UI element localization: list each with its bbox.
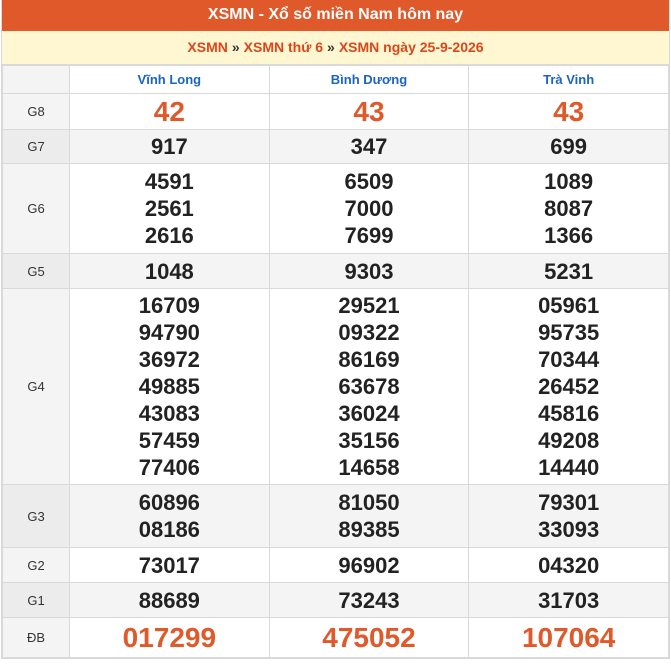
prize-label: ĐB <box>3 618 70 658</box>
result-cell <box>70 583 270 618</box>
prize-row-g6 <box>3 164 669 254</box>
result-number: 04320 <box>538 552 600 578</box>
result-number: 45816 <box>538 401 600 426</box>
result-number: 86169 <box>338 347 400 372</box>
result-number: 49885 <box>138 374 200 399</box>
result-cell <box>469 94 669 130</box>
prize-row-g7 <box>3 130 669 164</box>
result-number: 35156 <box>338 428 400 453</box>
breadcrumb-link-xsmn[interactable]: XSMN <box>187 39 228 55</box>
result-number: 017299 <box>122 622 217 653</box>
result-number: 42 <box>153 96 185 127</box>
result-number: 43083 <box>138 401 200 426</box>
result-cell <box>269 618 469 658</box>
result-number: 88689 <box>138 587 200 613</box>
result-number: 33093 <box>538 517 600 542</box>
prize-label: G5 <box>3 254 70 289</box>
result-cell <box>269 583 469 618</box>
result-cell <box>469 164 669 254</box>
result-number: 36024 <box>338 401 400 426</box>
prize-row-g3 <box>3 485 669 548</box>
result-number: 699 <box>550 134 588 159</box>
result-number: 89385 <box>338 517 400 542</box>
result-number: 77406 <box>138 455 200 480</box>
result-cell <box>70 618 270 658</box>
result-cell <box>469 289 669 485</box>
result-number: 475052 <box>322 622 416 653</box>
result-cell <box>469 130 669 164</box>
province-header-row <box>3 66 669 94</box>
result-number: 9303 <box>344 258 394 284</box>
result-number: 60896 <box>138 490 200 515</box>
result-cell <box>269 485 469 548</box>
result-number: 79301 <box>538 490 600 515</box>
result-number: 26452 <box>538 374 600 399</box>
result-number: 1366 <box>544 223 594 248</box>
breadcrumb <box>2 31 669 65</box>
result-number: 4591 <box>144 169 194 194</box>
result-number: 5231 <box>544 258 594 284</box>
result-cell <box>269 289 469 485</box>
result-number: 08186 <box>138 517 200 542</box>
result-number: 2616 <box>144 223 194 248</box>
result-cell <box>70 485 270 548</box>
result-cell <box>469 548 669 583</box>
prize-row-g5 <box>3 254 669 289</box>
result-number: 917 <box>150 134 188 159</box>
province-tra-vinh[interactable]: Trà Vinh <box>469 66 669 94</box>
corner-cell <box>3 66 70 94</box>
result-cell <box>70 164 270 254</box>
result-number: 09322 <box>338 320 400 345</box>
result-number: 1048 <box>144 258 194 284</box>
result-cell <box>469 618 669 658</box>
result-number: 31703 <box>538 587 600 613</box>
result-cell <box>70 130 270 164</box>
result-number: 70344 <box>538 347 600 372</box>
prize-label: G7 <box>3 130 70 164</box>
result-number: 96902 <box>338 552 400 578</box>
province-vinh-long[interactable]: Vĩnh Long <box>70 66 270 94</box>
breadcrumb-link-xsmn-date[interactable]: XSMN ngày 25-9-2026 <box>338 39 484 55</box>
result-number: 36972 <box>138 347 200 372</box>
result-cell <box>269 548 469 583</box>
result-number: 14440 <box>538 455 600 480</box>
result-number: 107064 <box>521 622 616 653</box>
result-cell <box>269 130 469 164</box>
result-number: 94790 <box>138 320 200 345</box>
prize-label: G8 <box>3 94 70 130</box>
result-cell <box>70 94 270 130</box>
result-cell <box>469 254 669 289</box>
prize-row-g4 <box>3 289 669 485</box>
result-number: 7699 <box>344 223 394 248</box>
breadcrumb-separator: » <box>327 39 335 55</box>
result-number: 347 <box>350 134 388 159</box>
prize-row-g1 <box>3 583 669 618</box>
result-number: 16709 <box>138 293 200 318</box>
result-number: 14658 <box>338 455 400 480</box>
result-cell <box>70 289 270 485</box>
result-number: 8087 <box>544 196 594 221</box>
results-table <box>2 65 669 658</box>
prize-row-db <box>3 618 669 658</box>
result-number: 81050 <box>338 490 400 515</box>
result-number: 2561 <box>144 196 194 221</box>
province-binh-duong[interactable]: Bình Dương <box>269 66 469 94</box>
result-number: 73243 <box>338 587 400 613</box>
result-cell <box>70 548 270 583</box>
result-number: 6509 <box>344 169 394 194</box>
result-number: 73017 <box>138 552 200 578</box>
prize-label: G3 <box>3 485 70 548</box>
prize-row-g2 <box>3 548 669 583</box>
result-number: 29521 <box>338 293 400 318</box>
results-panel <box>1 0 670 659</box>
result-number: 57459 <box>138 428 200 453</box>
result-number: 63678 <box>338 374 400 399</box>
result-number: 05961 <box>538 293 600 318</box>
prize-label: G6 <box>3 164 70 254</box>
result-cell <box>269 254 469 289</box>
result-cell <box>70 254 270 289</box>
result-number: 43 <box>553 96 585 127</box>
result-number: 95735 <box>538 320 600 345</box>
result-number: 49208 <box>538 428 600 453</box>
prize-label: G4 <box>3 289 70 485</box>
result-cell <box>469 485 669 548</box>
prize-row-g8 <box>3 94 669 130</box>
result-cell <box>469 583 669 618</box>
prize-label: G2 <box>3 548 70 583</box>
result-cell <box>269 164 469 254</box>
result-number: 43 <box>353 96 385 127</box>
result-number: 7000 <box>344 196 394 221</box>
result-cell <box>269 94 469 130</box>
prize-label: G1 <box>3 583 70 618</box>
breadcrumb-link-xsmn-friday[interactable]: XSMN thứ 6 <box>243 39 324 55</box>
page-title: XSMN - Xổ số miền Nam hôm nay <box>2 0 669 31</box>
breadcrumb-separator: » <box>231 39 240 55</box>
result-number: 1089 <box>544 169 594 194</box>
